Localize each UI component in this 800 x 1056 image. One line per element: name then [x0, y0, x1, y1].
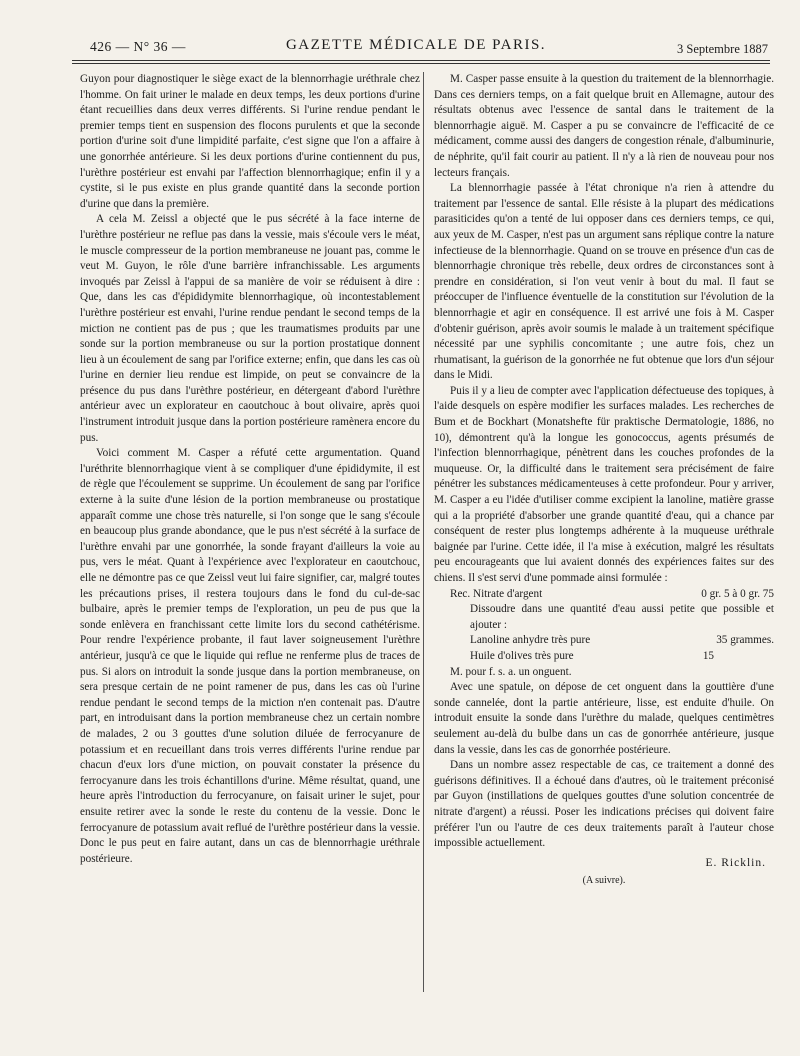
recipe-ingredient: Lanoline anhydre très pure — [470, 634, 591, 647]
paragraph: A cela M. Zeissl a objecté que le pus sécrété à la face interne de l'urèthre postérieur ne reflue pas dans la vessie, mais s'écoule vers le méat, le muscle compresseur de la portion membraneuse ne jouant pas, comme le veut M. Guyon, le rôle d'une barrière infranchissable. Les arguments invoqués par Zeissl à l'appui de sa manière de voir se réduisent à dire : Que, dans les cas d'épididymite blennorrhagique, où incontestablement l'urèthre postérieur est envahi, l'urine rendue pendant le second temps de la miction ne contient pas de pus ; que les traumatismes produits par une sonde sur la portion membraneuse ou sur la portion prostatique donnent lieu à un écoulement de sang par l'orifice externe; enfin, que dans les cas où l'urine en dernier lieu rendue est limpide, on peut se convaincre de la présence du pus dans l'urèthre postérieur, en détergeant d'abord l'urèthre antérieur avec un explorateur en caoutchouc à bout olivaire, après quoi l'instrument introduit jusque dans la portion postérieure ramènera encore du pus. — [80, 213, 420, 444]
page-number: 426 — N° 36 — — [90, 39, 186, 54]
page-header — [60, 36, 772, 60]
recipe-formula — [434, 587, 774, 681]
paragraph: Voici comment M. Casper a réfuté cette argumentation. Quand l'uréthrite blennorrhagique vient à se compliquer d'une épididymite, il est de règle que l'écoulement se supprime. Un écoulement de sang par l'orifice externe à la suite d'une lésion de la portion membraneuse ou prostatique apparaît comme une chose très naturelle, si l'on songe que le sang s'écoule en beaucoup plus grande abondance, que le pus n'est sécrété à la surface de l'urèthre envahi par une gonorrhée, la sonde frayant d'ailleurs la voie au pus, vers le méat. Quant à l'expérience avec l'explorateur en caoutchouc, elle ne démontre pas ce que Zeissl veut lui faire signifier, car, malgré toutes les précautions prises, il restera toujours dans le fond du cul-de-sac bulbaire, après le premier temps de l'exploration, un peu de pus que la sonde enlèvera en franchissant cette limite lors du second cathétérisme. Pour rendre l'expérience probante, il faut laver soigneusement l'urèthre antérieur, jusqu'à ce que le liquide qui reflue ne renferme plus de traces de pus. Si alors on introduit la sonde jusque dans la portion membraneuse, on sera presque certain de ne point ramener de pus, dans les cas où l'urine rendue pendant le second temps de la miction n'en contenait pas. D'autre part, en introduisant dans la portion membraneuse chez un certain nombre de malades, 2 ou 3 gouttes d'une solution diluée de ferrocyanure de potassium et en recueillant dans trois verres différents l'urine rendue par chacun d'eux lors d'une miction, on pouvait constater la présence du ferrocyanure dans les trois échantillons d'urine. Même résultat, quand, une heure après l'introduction du ferrocyanure, on faisait uriner le sujet, pour ensuite retirer avec la sonde le reste du contenu de la vessie. Donc le ferrocyanure de potassium avait reflué de l'urèthre postérieur dans la vessie. Donc le pus peut en faire autant, dans un cas de blennorrhagie uréthrale postérieure. — [80, 447, 420, 865]
recipe-dose: 15 — [702, 649, 714, 662]
paragraph: Dans un nombre assez respectable de cas, ce traitement a donné des guérisons définitives. Il a échoué dans d'autres, où le traitement préconisé par Guyon (instillations de quelques gouttes d'une solution concentrée de nitrate d'argent) a réussi. Poser les indications précises qui doivent faire préférer l'un ou l'autre de ces deux traitements paraît à l'auteur chose impossible actuellement. — [434, 759, 774, 850]
recipe-line — [434, 587, 774, 603]
journal-title: GAZETTE MÉDICALE DE PARIS. — [285, 37, 547, 53]
recipe-instruction: M. pour f. s. a. un onguent. — [450, 665, 572, 678]
continuation-note: (A suivre). — [582, 875, 626, 887]
recipe-line — [434, 649, 774, 665]
recipe-line — [434, 633, 774, 649]
recipe-ingredient: Huile d'olives très pure — [470, 649, 574, 662]
left-column — [80, 72, 420, 867]
paragraph: M. Casper passe ensuite à la question du traitement de la blennorrhagie. Dans ces derniers temps, on a fait quelque bruit en Allemagne, autour des résultats obtenus avec l'essence de santal dans le traitement de la blennorrhagie aiguë. M. Casper a pu se convaincre de l'efficacité de ce médicament, comme aussi des dangers de congestion rénale, d'albuminurie, de néphrite, qu'il fait courir au patient. Il n'y a là rien de nouveau pour nos lecteurs français. — [434, 73, 774, 179]
header-rule-thin — [72, 63, 770, 64]
paragraph: La blennorrhagie passée à l'état chronique n'a rien à attendre du traitement par l'essence de santal. Elle résiste à la plupart des médications parasiticides qu'on a tenté de lui opposer dans ces derniers temps, ce qui, aux yeux de M. Casper, n'est pas un argument sans réplique contre la nature infectieuse de la blennorrhagie. Quand on se trouve en présence d'un cas de blennorrhagie chronique très rebelle, deux ordres de circonstances sont à prendre en considération, si l'on veut venir à bout du mal. Il faut se préoccuper de l'influence éventuelle de la constitution sur l'évolution de la blennorrhagie et agir en conséquence. Il est arrivé une fois à M. Casper d'obtenir guérison, après avoir soumis le malade à un traitement spécifique nécessité par une syphilis concomitante ; une autre fois, chez un rhumatisant, la guérison de la gonorrhée ne fut obtenue que lors d'un séjour dans le Midi. — [434, 182, 774, 382]
column-divider — [423, 72, 424, 992]
issue-date: 3 Septembre 1887 — [677, 42, 768, 56]
right-column — [434, 72, 774, 889]
paragraph: Avec une spatule, on dépose de cet onguent dans la gouttière d'une sonde cannelée, dont la partie antérieure, lisse, est enduite d'huile. On introduit ensuite la sonde dans l'urèthre du malade, quelques centimètres seulement au-delà du bulbe dans un cas de gonorrhée antérieure, jusque dans la vessie, dans les cas de gonorrhée postérieure. — [434, 681, 774, 756]
recipe-instruction: Dissoudre dans une quantité d'eau aussi petite que possible et ajouter : — [470, 603, 774, 631]
header-rule — [72, 60, 770, 61]
paragraph: Puis il y a lieu de compter avec l'application défectueuse des topiques, à l'aide desquels on espère modifier les surfaces malades. Les recherches de Bum et de Bockhart (Monatshefte für praktische Dermatologie, 1886, no 10), démontrent qu'à la longue les gonococcus, agents présumés de l'infection blennorrhagique, pénètrent dans les couches profondes de la muqueuse. Or, la difficulté dans le traitement sera précisément de faire pénétrer les substances médicamenteuses à cette profondeur. Pour y arriver, M. Casper a eu l'idée d'utiliser comme excipient la lanoline, matière grasse qui a la propriété d'absorber une grande quantité d'eau, qui a chance par conséquent de rester plus longtemps adhérente à la muqueuse uréthrale baignée par l'urine. Cette idée, il l'a mise à exécution, malgré les résultats peu encourageants que lui avaient donnés des expériences faites sur des chiens. Il s'est servi d'une pommade ainsi formulée : — [434, 384, 774, 584]
recipe-ingredient: Rec. Nitrate d'argent — [450, 587, 543, 600]
recipe-dose: 0 gr. 5 à 0 gr. 75 — [701, 587, 774, 600]
author-signature: E. Ricklin. — [705, 856, 766, 869]
recipe-dose: 35 grammes. — [716, 634, 774, 647]
paragraph: Guyon pour diagnostiquer le siège exact de la blennorrhagie uréthrale chez l'homme. On fait uriner le malade en deux temps, les deux portions d'urine étant recueillies dans deux verres différents. Si l'urine rendue pendant le premier temps tient en suspension des flocons purulents et que la seconde portion d'urine soit d'une limpidité parfaite, c'est signe que l'on a affaire à une gonorrhée antérieure. Si les deux portions d'urine contiennent du pus, l'urèthre postérieur est envahi par l'affection blennorrhagique; enfin il y a cystite, si le pus existe en plus grande quantité dans la seconde portion d'urine que dans la première. — [80, 73, 420, 210]
